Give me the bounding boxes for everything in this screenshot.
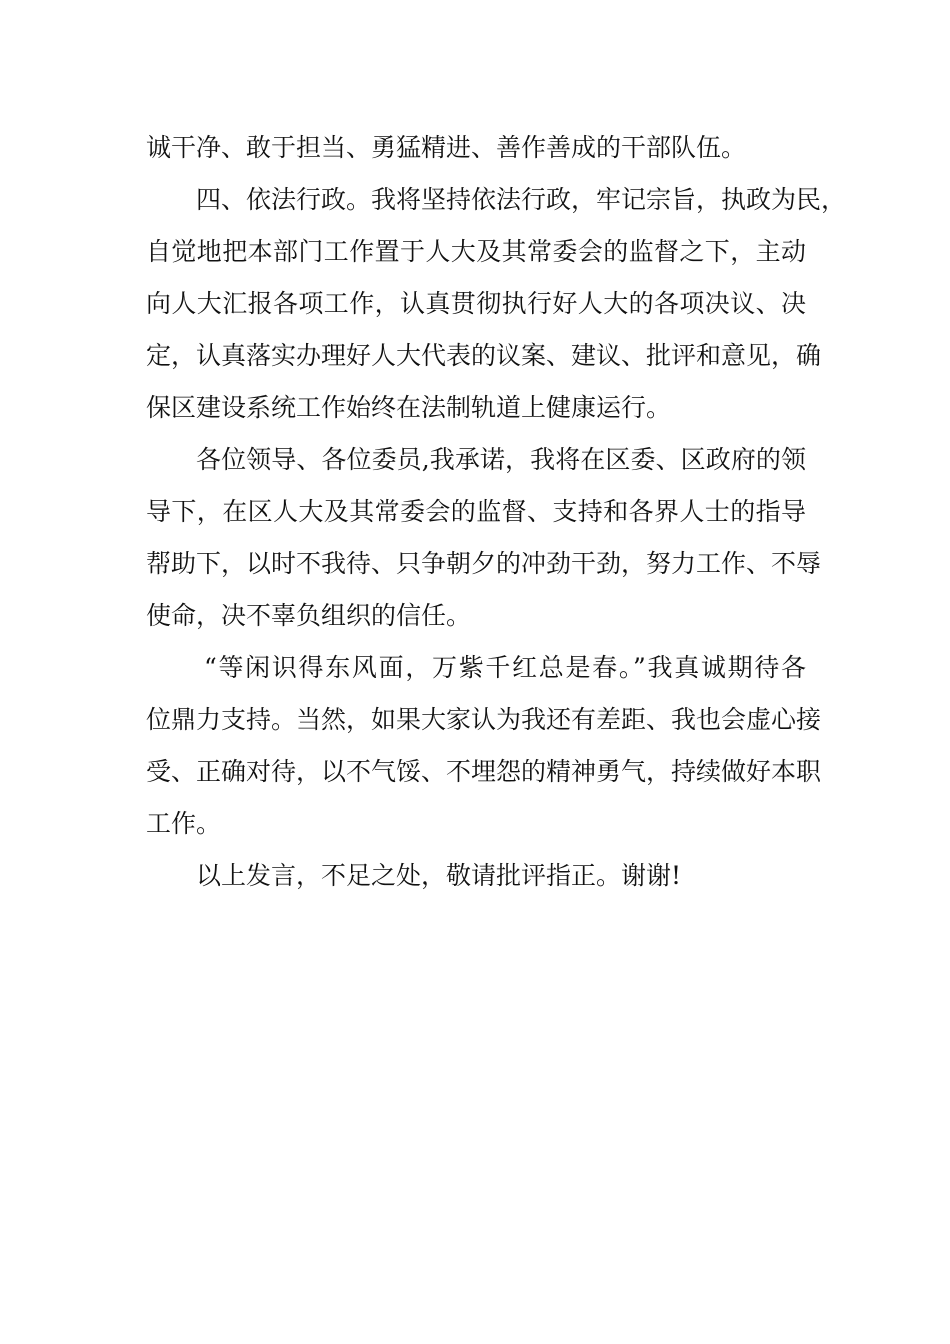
paragraph-line: 受、正确对待，以不气馁、不埋怨的精神勇气，持续做好本职 <box>146 757 822 786</box>
paragraph-line: 使命，决不辜负组织的信任。 <box>146 601 472 630</box>
paragraph-line: 各位领导、各位委员,我承诺，我将在区委、区政府的领 <box>196 445 806 474</box>
paragraph-line: 帮助下，以时不我待、只争朝夕的冲劲干劲，努力工作、不辱 <box>146 549 822 578</box>
paragraph-line: 以上发言，不足之处，敬请批评指正。谢谢! <box>196 861 682 890</box>
paragraph-line: 保区建设系统工作始终在法制轨道上健康运行。 <box>146 393 672 422</box>
paragraph-line: 四、依法行政。我将坚持依法行政，牢记宗旨，执政为民， <box>196 185 847 214</box>
paragraph-line: 向人大汇报各项工作，认真贯彻执行好人大的各项决议、决 <box>146 289 806 318</box>
paragraph-line: 定，认真落实办理好人大代表的议案、建议、批评和意见，确 <box>146 341 822 370</box>
paragraph-line: 诚干净、敢于担当、勇猛精进、善作善成的干部队伍。 <box>146 133 747 162</box>
paragraph-line: 位鼎力支持。当然，如果大家认为我还有差距、我也会虚心接 <box>146 705 822 734</box>
paragraph-line: 导下，在区人大及其常委会的监督、支持和各界人士的指导 <box>146 497 806 526</box>
paragraph-line: 自觉地把本部门工作置于人大及其常委会的监督之下，主动 <box>146 237 806 266</box>
paragraph-line: 工作。 <box>146 809 222 838</box>
paragraph-line: “等闲识得东风面，万紫千红总是春。”我真诚期待各 <box>204 653 806 682</box>
